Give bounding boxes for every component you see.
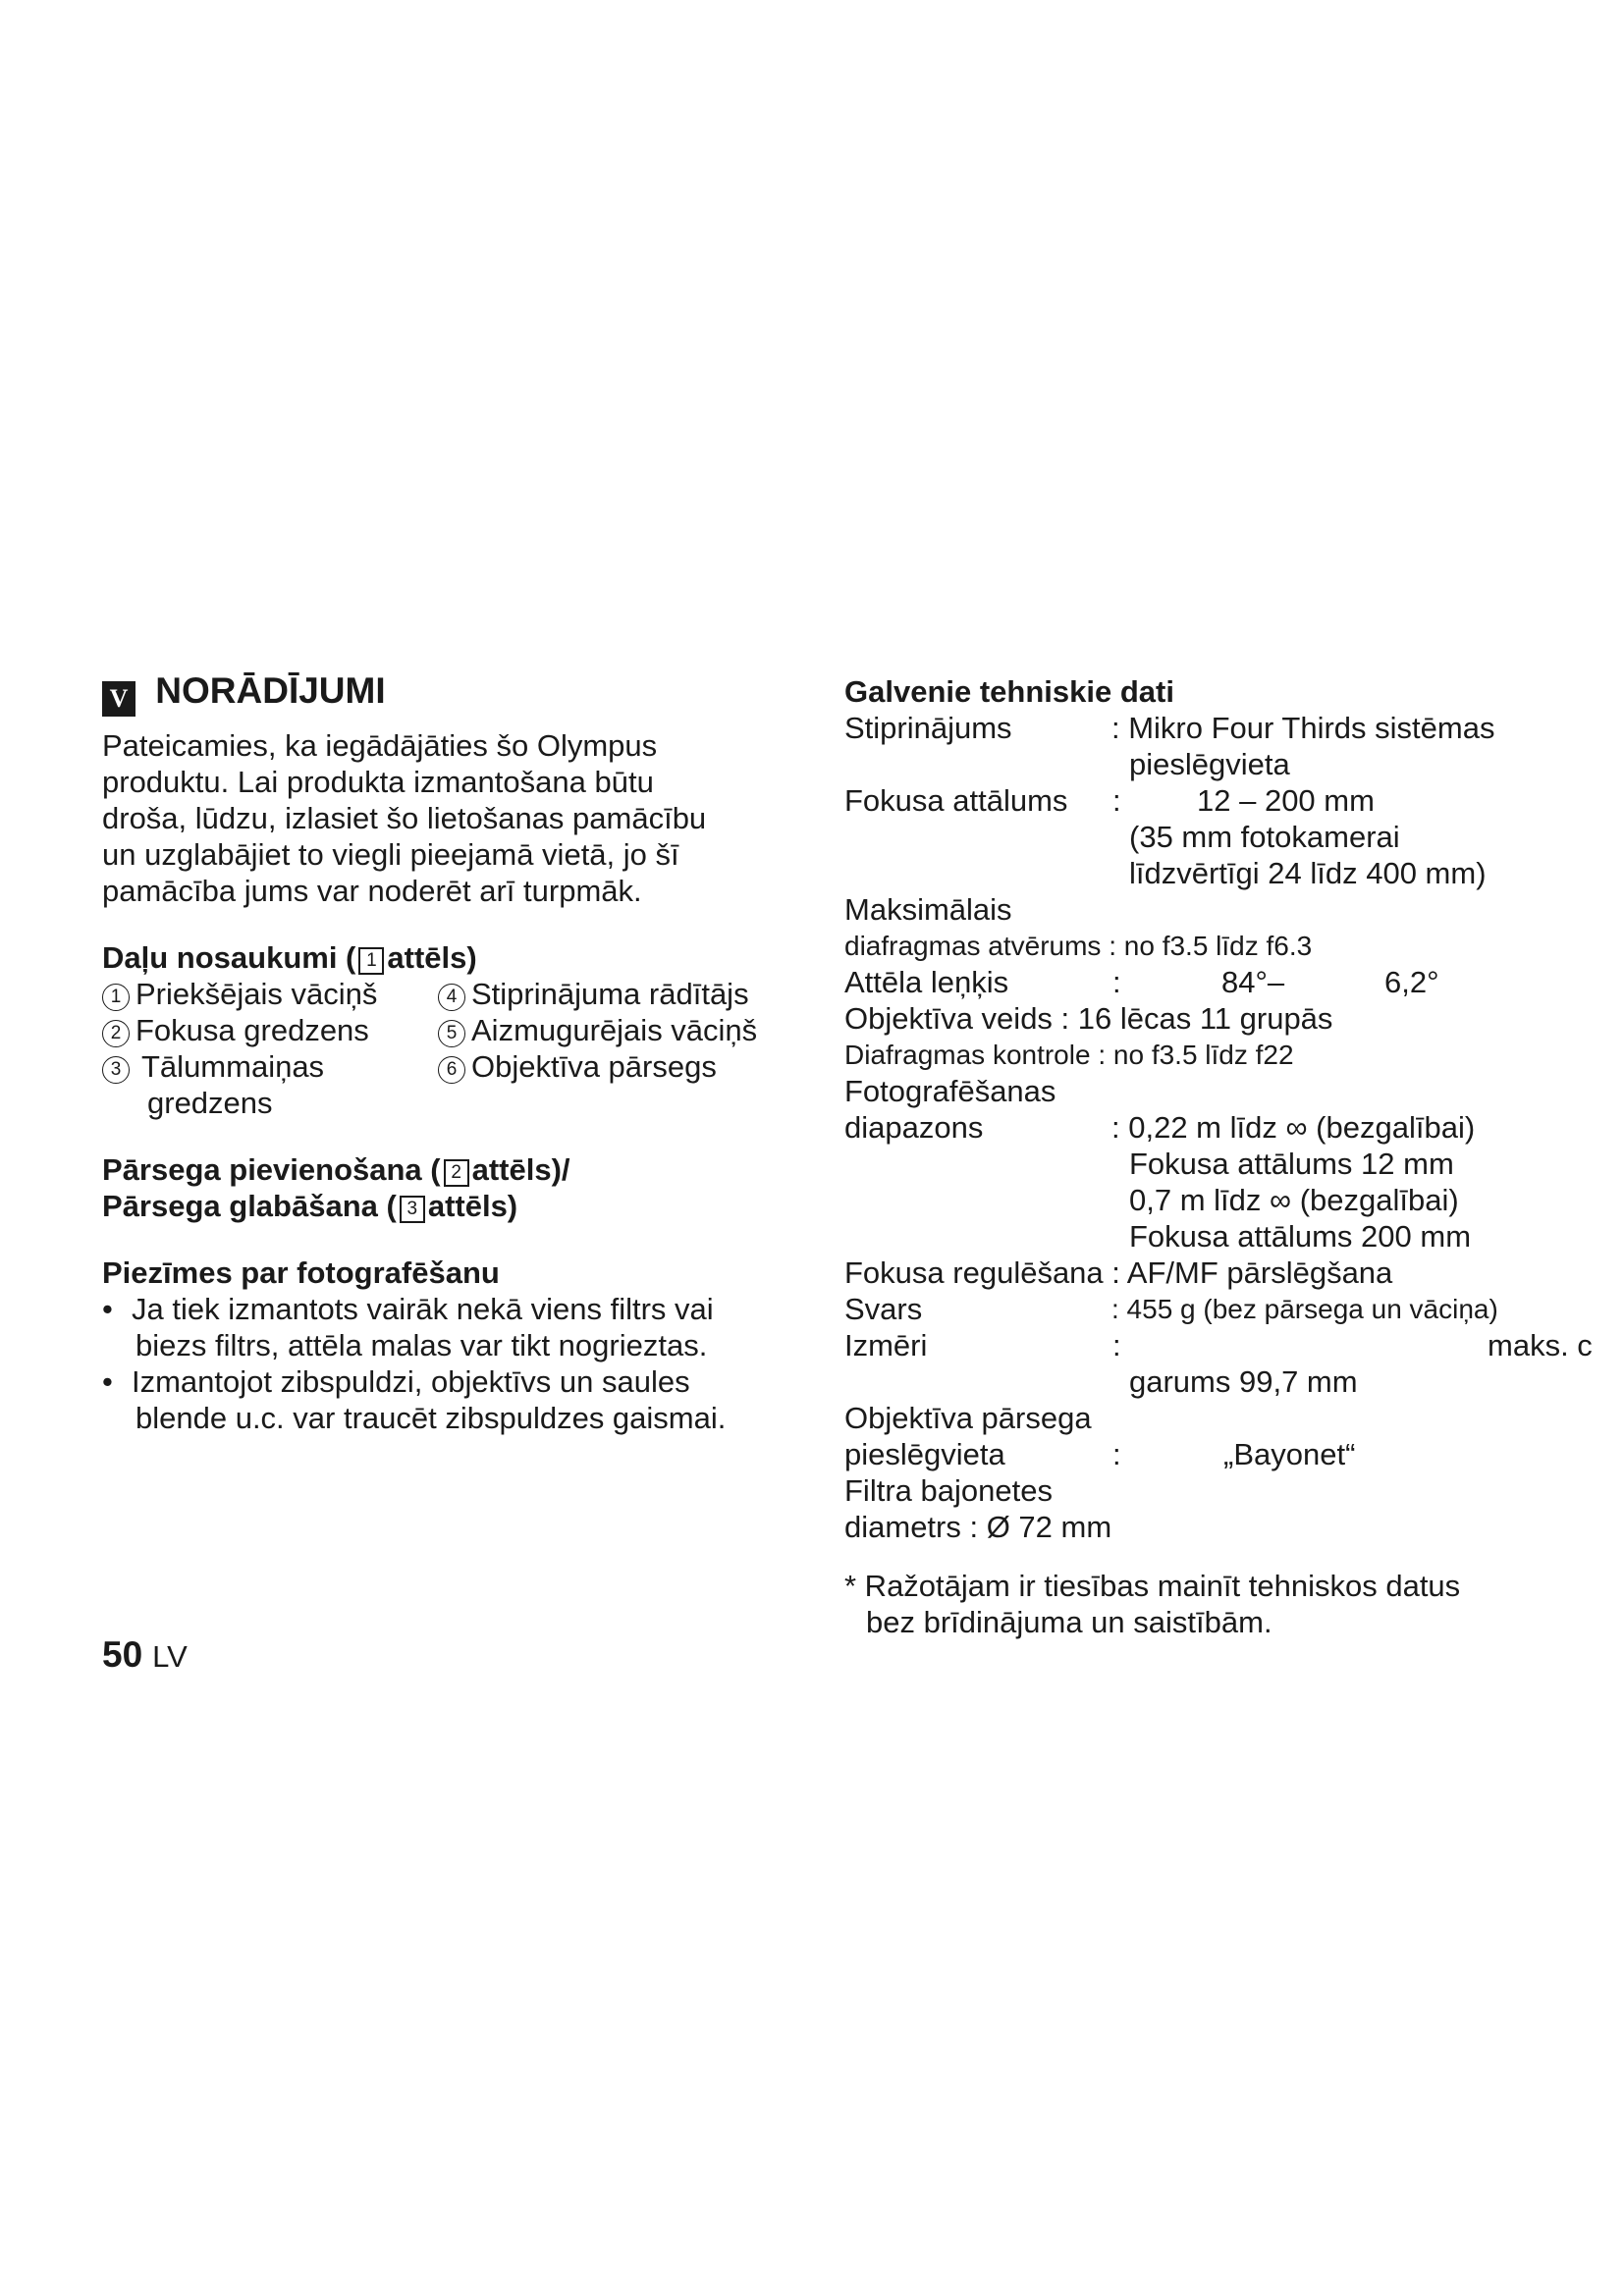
spec-row: diametrs : Ø 72 mm (844, 1510, 1112, 1544)
hood-attach-heading: Pārsega pievienošana ( 2 attēls)/ (102, 1152, 570, 1187)
specs-heading: Galvenie tehniskie dati (844, 674, 1174, 709)
intro-line: un uzglabājiet to viegli pieejamā vietā, jo šī (102, 837, 679, 872)
list-item: 5 Aizmugurējais vāciņš (438, 1012, 757, 1048)
number-badge: 5 (438, 1020, 465, 1047)
list-item: Izmantojot zibspuldzi, objektīvs un saules (132, 1364, 690, 1399)
spec-value: maks. c (1488, 1328, 1593, 1362)
list-item: Ja tiek izmantots vairāk nekā viens filtrs vai (132, 1292, 714, 1326)
figure-ref-icon: 1 (358, 947, 384, 975)
spec-value: līdzvērtīgi 24 līdz 400 mm) (1129, 856, 1487, 890)
spec-label: Stiprinājums (844, 711, 1012, 745)
number-badge: 2 (102, 1020, 130, 1047)
parts-heading: Daļu nosaukumi ( 1 attēls) (102, 940, 477, 975)
spec-label: diapazons (844, 1110, 984, 1145)
footnote-continuation: bez brīdinājuma un saistībām. (866, 1605, 1272, 1639)
intro-line: produktu. Lai produkta izmantošana būtu (102, 765, 654, 799)
intro-line: droša, lūdzu, izlasiet šo lietošanas pamācību (102, 801, 707, 835)
list-item: 3 Tālummaiņas (102, 1048, 324, 1085)
section-badge-icon: V (102, 681, 135, 717)
spec-value: 0,7 m līdz ∞ (bezgalībai) (1129, 1183, 1459, 1217)
spec-value: : 455 g (bez pārsega un vāciņa) (1111, 1294, 1498, 1324)
spec-row: diafragmas atvērums : no f3.5 līdz f6.3 (844, 931, 1313, 961)
list-item: 2 Fokusa gredzens (102, 1012, 369, 1048)
spec-value: pieslēgvieta (1129, 747, 1290, 781)
spec-separator: : (1112, 1328, 1121, 1362)
spec-value: garums 99,7 mm (1129, 1364, 1358, 1399)
bullet-icon: • (102, 1292, 113, 1326)
spec-label: Filtra bajonetes (844, 1473, 1053, 1508)
spec-label: pieslēgvieta (844, 1437, 1005, 1471)
number-badge: 3 (102, 1056, 130, 1084)
list-item-continuation: gredzens (147, 1086, 273, 1120)
page-language: LV (152, 1639, 188, 1674)
footnote: * Ražotājam ir tiesības mainīt tehniskos datus (844, 1569, 1461, 1603)
section-title-text: NORĀDĪJUMI (155, 670, 386, 711)
section-title (102, 670, 386, 717)
intro-line: Pateicamies, ka iegādājāties šo Olympus (102, 728, 658, 763)
spec-row: Diafragmas kontrole : no f3.5 līdz f22 (844, 1040, 1294, 1070)
spec-value: Fokusa attālums 12 mm (1129, 1147, 1454, 1181)
number-badge: 1 (102, 984, 130, 1011)
list-item: 6 Objektīva pārsegs (438, 1048, 717, 1085)
spec-value: 6,2° (1384, 965, 1439, 999)
spec-separator: : (1112, 783, 1121, 818)
spec-label: Svars (844, 1292, 923, 1326)
spec-row: Fokusa regulēšana : AF/MF pārslēgšana (844, 1255, 1393, 1290)
spec-row: Objektīva veids : 16 lēcas 11 grupās (844, 1001, 1333, 1036)
figure-ref-icon: 2 (444, 1159, 469, 1187)
list-item-continuation: blende u.c. var traucēt zibspuldzes gaismai. (135, 1401, 727, 1435)
spec-label: Maksimālais (844, 892, 1012, 927)
spec-separator: : (1112, 965, 1121, 999)
list-item: 4 Stiprinājuma rādītājs (438, 976, 749, 1012)
list-item: 1 Priekšējais vāciņš (102, 976, 377, 1012)
list-item-continuation: biezs filtrs, attēla malas var tikt nogrieztas. (135, 1328, 708, 1362)
page-footer (102, 1634, 188, 1676)
hood-store-heading: Pārsega glabāšana ( 3 attēls) (102, 1189, 518, 1223)
figure-ref-icon: 3 (400, 1196, 425, 1223)
spec-separator: : (1112, 1437, 1121, 1471)
spec-label: Izmēri (844, 1328, 928, 1362)
intro-line: pamācība jums var noderēt arī turpmāk. (102, 874, 642, 908)
spec-value: 12 – 200 mm (1197, 783, 1375, 818)
spec-value: „Bayonet“ (1223, 1437, 1356, 1471)
spec-label: Attēla leņķis (844, 965, 1009, 999)
spec-value: 84°– (1221, 965, 1285, 999)
spec-value: : 0,22 m līdz ∞ (bezgalībai) (1111, 1110, 1476, 1145)
spec-label: Objektīva pārsega (844, 1401, 1092, 1435)
spec-value: Fokusa attālums 200 mm (1129, 1219, 1472, 1254)
spec-value: (35 mm fotokamerai (1129, 820, 1400, 854)
bullet-icon: • (102, 1364, 113, 1399)
page-number: 50 (102, 1634, 143, 1675)
spec-value: : Mikro Four Thirds sistēmas (1111, 711, 1495, 745)
number-badge: 6 (438, 1056, 465, 1084)
spec-label: Fotografēšanas (844, 1074, 1056, 1108)
spec-label: Fokusa attālums (844, 783, 1068, 818)
number-badge: 4 (438, 984, 465, 1011)
notes-heading: Piezīmes par fotografēšanu (102, 1255, 500, 1290)
